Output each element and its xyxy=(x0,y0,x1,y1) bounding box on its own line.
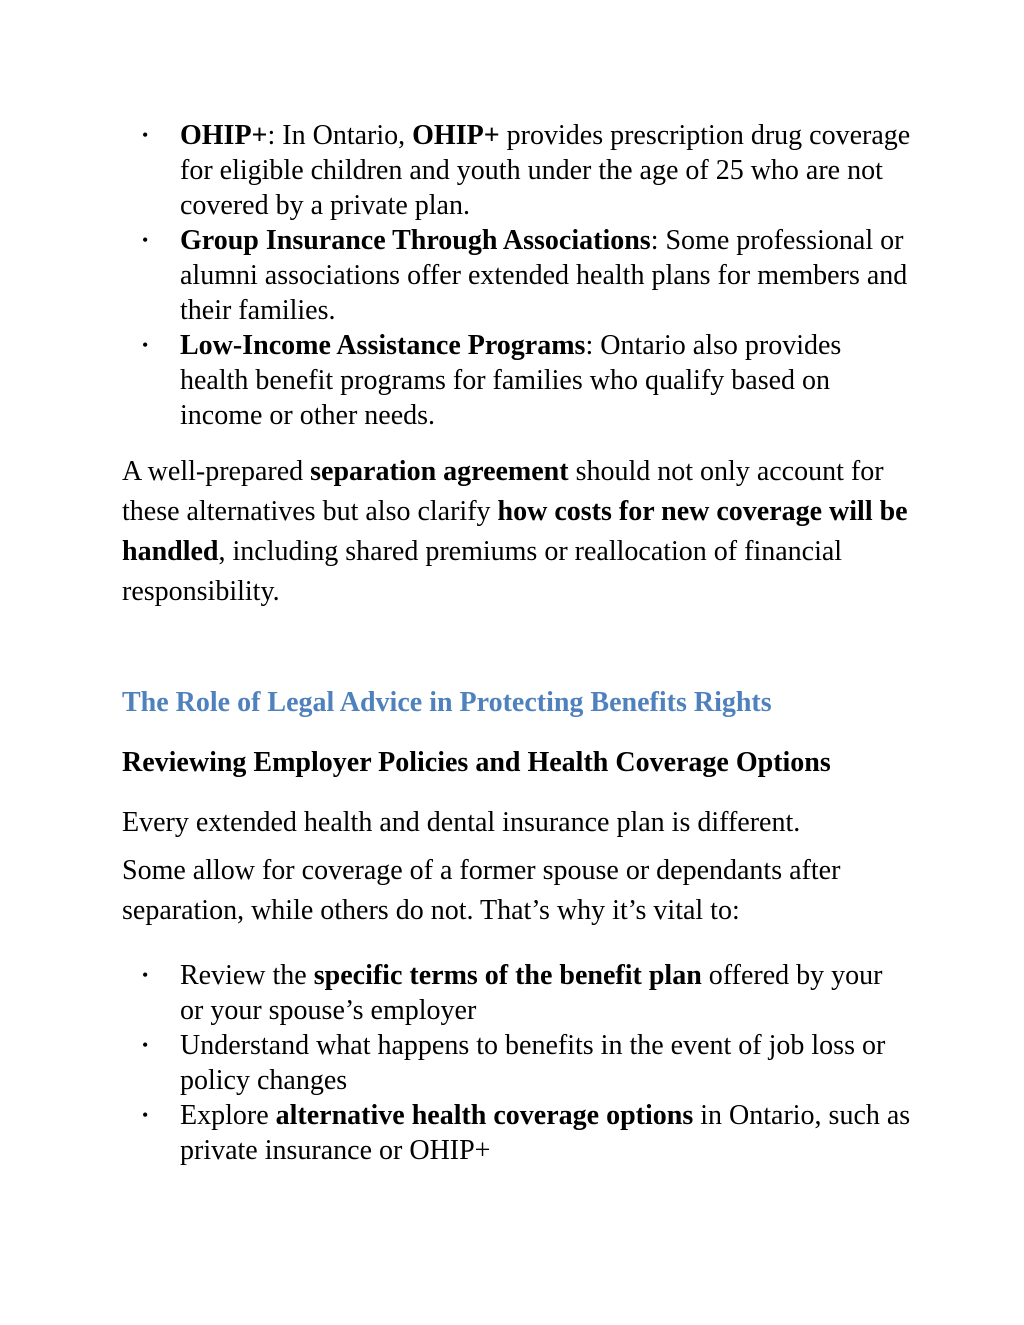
plan-difference-paragraph: Every extended health and dental insurance plan is different. xyxy=(122,807,801,838)
bold-term: how costs for new coverage will be handled xyxy=(122,496,908,567)
list-item xyxy=(122,223,912,328)
list-item xyxy=(122,958,912,1028)
bold-term: separation agreement xyxy=(310,456,569,487)
list-item xyxy=(122,118,912,223)
paragraph-text: A well-prepared xyxy=(122,456,311,487)
list-text: : Some professional or alumni associations offer extended health plans for members and their families. xyxy=(180,225,908,326)
bold-term: OHIP+ xyxy=(412,120,500,151)
paragraph-text: , including shared premiums or reallocation of financial responsibility. xyxy=(122,536,843,607)
list-text: offered by your or your spouse’s employer xyxy=(180,960,883,1026)
list-text: Understand what happens to benefits in the event of job loss or policy changes xyxy=(180,1030,886,1096)
separation-agreement-paragraph xyxy=(122,452,912,612)
list-text: : Ontario also provides health benefit programs for families who qualify based on income or other needs. xyxy=(180,330,842,431)
paragraph-text: should not only account for these alternatives but also clarify xyxy=(122,456,884,527)
coverage-alternatives-list xyxy=(122,118,912,433)
section-heading: The Role of Legal Advice in Protecting Benefits Rights xyxy=(122,687,772,718)
subsection-heading: Reviewing Employer Policies and Health Coverage Options xyxy=(122,747,831,778)
list-text: provides prescription drug coverage for eligible children and youth under the age of 25 who are not covered by a private plan. xyxy=(180,120,911,221)
bold-term: OHIP+ xyxy=(180,120,268,151)
list-item xyxy=(122,1098,912,1168)
bold-term: Group Insurance Through Associations xyxy=(180,225,651,256)
bold-term: specific terms of the benefit plan xyxy=(313,960,702,991)
list-text: in Ontario, such as private insurance or OHIP+ xyxy=(180,1100,911,1166)
bold-term: Low-Income Assistance Programs xyxy=(180,330,586,361)
list-text: Review the xyxy=(180,960,314,991)
action-items-list xyxy=(122,958,912,1168)
list-item xyxy=(122,328,912,433)
bold-term: alternative health coverage options xyxy=(275,1100,694,1131)
list-text: Explore xyxy=(180,1100,276,1131)
list-item xyxy=(122,1028,912,1098)
list-text: : In Ontario, xyxy=(267,120,413,151)
coverage-paragraph: Some allow for coverage of a former spouse or dependants after separation, while others do not. That’s why it’s vital to: xyxy=(122,855,841,926)
